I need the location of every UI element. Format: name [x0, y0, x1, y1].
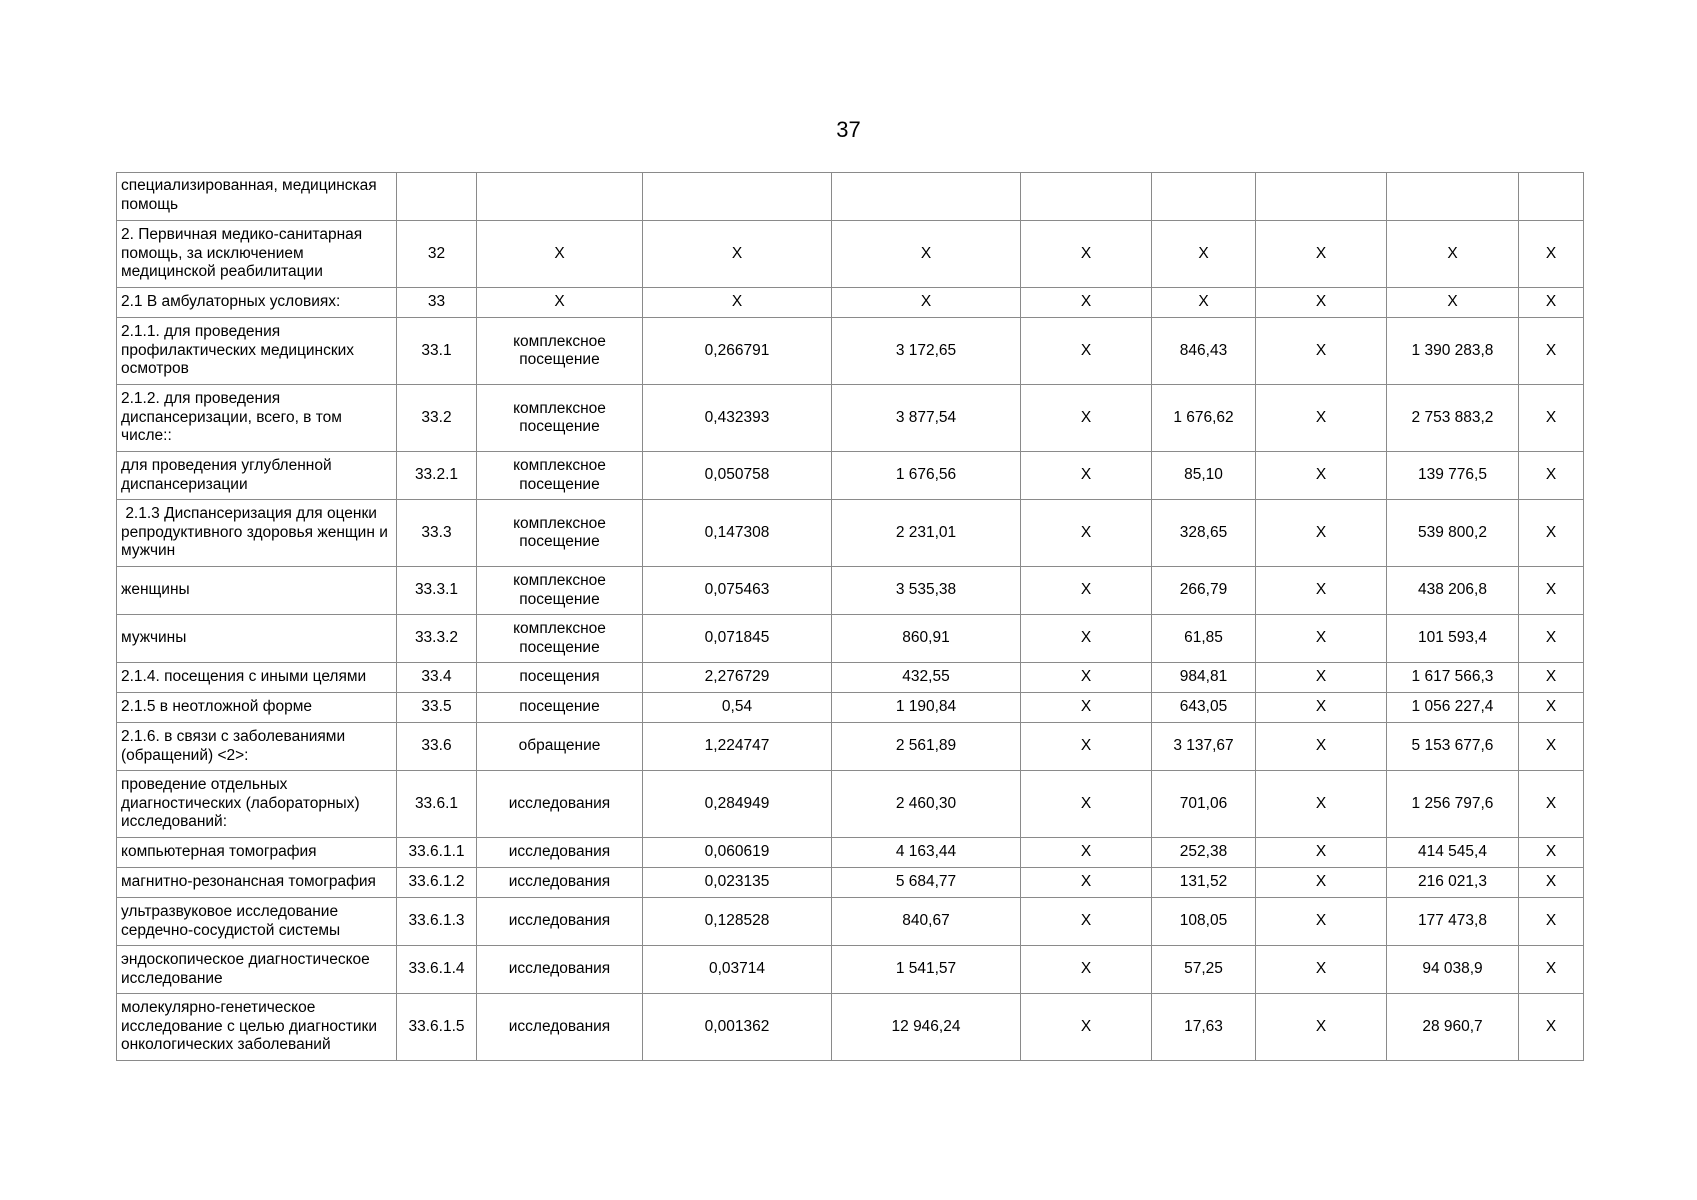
table-row [117, 994, 1584, 1061]
table-row [117, 723, 1584, 771]
row-code-cell: 32 [397, 221, 477, 288]
row-col7-cell: 131,52 [1152, 868, 1256, 898]
row-volume-cell [643, 173, 832, 221]
row-col9-cell: 1 056 227,4 [1387, 693, 1519, 723]
row-code-cell: 33.3.2 [397, 615, 477, 663]
row-name-cell: 2.1.1. для проведения профилактических медицинских осмотров [117, 318, 397, 385]
row-col10-cell: Х [1519, 994, 1584, 1061]
row-col10-cell [1519, 173, 1584, 221]
row-col7-cell: 846,43 [1152, 318, 1256, 385]
row-cost-cell: 2 561,89 [832, 723, 1021, 771]
row-col7-cell: 3 137,67 [1152, 723, 1256, 771]
row-cost-cell: 12 946,24 [832, 994, 1021, 1061]
table-row [117, 288, 1584, 318]
row-unit-cell: комплексное посещение [477, 615, 643, 663]
row-col8-cell [1256, 173, 1387, 221]
row-code-cell: 33.6.1.3 [397, 898, 477, 946]
row-unit-cell: исследования [477, 898, 643, 946]
row-col10-cell: Х [1519, 318, 1584, 385]
row-col6-cell: Х [1021, 771, 1152, 838]
row-col6-cell: Х [1021, 318, 1152, 385]
row-col6-cell: Х [1021, 452, 1152, 500]
row-cost-cell: 3 877,54 [832, 385, 1021, 452]
row-name-cell: эндоскопическое диагностическое исследование [117, 946, 397, 994]
row-volume-cell: 0,03714 [643, 946, 832, 994]
row-cost-cell: 1 541,57 [832, 946, 1021, 994]
row-name-cell: специализированная, медицинская помощь [117, 173, 397, 221]
row-code-cell: 33.6 [397, 723, 477, 771]
row-code-cell: 33.3 [397, 500, 477, 567]
row-cost-cell: Х [832, 221, 1021, 288]
row-unit-cell [477, 173, 643, 221]
row-name-cell: компьютерная томография [117, 838, 397, 868]
row-col9-cell: 101 593,4 [1387, 615, 1519, 663]
row-col6-cell: Х [1021, 385, 1152, 452]
row-col6-cell: Х [1021, 288, 1152, 318]
row-col9-cell [1387, 173, 1519, 221]
row-col7-cell: 61,85 [1152, 615, 1256, 663]
row-unit-cell: комплексное посещение [477, 452, 643, 500]
row-col10-cell: Х [1519, 500, 1584, 567]
row-col8-cell: Х [1256, 868, 1387, 898]
row-name-cell: 2.1.6. в связи с заболеваниями (обращений) <2>: [117, 723, 397, 771]
row-name-cell: 2.1 В амбулаторных условиях: [117, 288, 397, 318]
row-volume-cell: 0,001362 [643, 994, 832, 1061]
row-name-cell: для проведения углубленной диспансеризации [117, 452, 397, 500]
row-name-cell: 2.1.3 Диспансеризация для оценки репродуктивного здоровья женщин и мужчин [117, 500, 397, 567]
row-col7-cell: 328,65 [1152, 500, 1256, 567]
row-code-cell: 33.2 [397, 385, 477, 452]
row-col8-cell: Х [1256, 723, 1387, 771]
row-col7-cell: 108,05 [1152, 898, 1256, 946]
row-col6-cell: Х [1021, 567, 1152, 615]
row-cost-cell: Х [832, 288, 1021, 318]
row-volume-cell: 0,284949 [643, 771, 832, 838]
row-unit-cell: комплексное посещение [477, 500, 643, 567]
row-col9-cell: 1 256 797,6 [1387, 771, 1519, 838]
row-col6-cell: Х [1021, 693, 1152, 723]
table-row [117, 663, 1584, 693]
row-col9-cell: 414 545,4 [1387, 838, 1519, 868]
row-name-cell: 2.1.2. для проведения диспансеризации, всего, в том числе:: [117, 385, 397, 452]
row-unit-cell: Х [477, 221, 643, 288]
row-col10-cell: Х [1519, 898, 1584, 946]
row-unit-cell: исследования [477, 946, 643, 994]
row-code-cell: 33.6.1.1 [397, 838, 477, 868]
row-col9-cell: Х [1387, 288, 1519, 318]
row-col10-cell: Х [1519, 868, 1584, 898]
row-code-cell: 33.1 [397, 318, 477, 385]
row-cost-cell: 1 190,84 [832, 693, 1021, 723]
row-code-cell: 33.3.1 [397, 567, 477, 615]
row-name-cell: 2.1.5 в неотложной форме [117, 693, 397, 723]
table-row [117, 500, 1584, 567]
row-name-cell: 2.1.4. посещения с иными целями [117, 663, 397, 693]
row-code-cell: 33.6.1.5 [397, 994, 477, 1061]
row-col7-cell: 1 676,62 [1152, 385, 1256, 452]
row-col7-cell: 643,05 [1152, 693, 1256, 723]
row-col9-cell: 216 021,3 [1387, 868, 1519, 898]
table-row [117, 221, 1584, 288]
row-unit-cell: посещения [477, 663, 643, 693]
row-unit-cell: комплексное посещение [477, 318, 643, 385]
row-col7-cell: 57,25 [1152, 946, 1256, 994]
row-col7-cell: 701,06 [1152, 771, 1256, 838]
row-col9-cell: 1 390 283,8 [1387, 318, 1519, 385]
row-col9-cell: 177 473,8 [1387, 898, 1519, 946]
row-col10-cell: Х [1519, 663, 1584, 693]
row-cost-cell: 2 231,01 [832, 500, 1021, 567]
row-name-cell: проведение отдельных диагностических (лабораторных) исследований: [117, 771, 397, 838]
row-code-cell [397, 173, 477, 221]
row-volume-cell: 0,266791 [643, 318, 832, 385]
row-unit-cell: комплексное посещение [477, 385, 643, 452]
row-volume-cell: Х [643, 221, 832, 288]
row-col10-cell: Х [1519, 838, 1584, 868]
row-col9-cell: Х [1387, 221, 1519, 288]
row-col8-cell: Х [1256, 693, 1387, 723]
table-row [117, 898, 1584, 946]
row-col6-cell: Х [1021, 838, 1152, 868]
row-col8-cell: Х [1256, 838, 1387, 868]
row-code-cell: 33.6.1.2 [397, 868, 477, 898]
row-cost-cell: 432,55 [832, 663, 1021, 693]
row-name-cell: 2. Первичная медико-санитарная помощь, за исключением медицинской реабилитации [117, 221, 397, 288]
row-col9-cell: 438 206,8 [1387, 567, 1519, 615]
row-code-cell: 33.4 [397, 663, 477, 693]
row-col6-cell: Х [1021, 723, 1152, 771]
row-cost-cell: 5 684,77 [832, 868, 1021, 898]
row-code-cell: 33 [397, 288, 477, 318]
row-code-cell: 33.6.1 [397, 771, 477, 838]
row-volume-cell: 2,276729 [643, 663, 832, 693]
row-unit-cell: исследования [477, 994, 643, 1061]
row-col6-cell: Х [1021, 663, 1152, 693]
row-cost-cell: 840,67 [832, 898, 1021, 946]
table-row [117, 567, 1584, 615]
row-unit-cell: комплексное посещение [477, 567, 643, 615]
page-number: 37 [836, 117, 861, 142]
row-col7-cell [1152, 173, 1256, 221]
row-col10-cell: Х [1519, 615, 1584, 663]
row-unit-cell: исследования [477, 868, 643, 898]
table-row [117, 693, 1584, 723]
row-col10-cell: Х [1519, 946, 1584, 994]
row-col7-cell: Х [1152, 221, 1256, 288]
row-cost-cell: 4 163,44 [832, 838, 1021, 868]
row-volume-cell: 0,54 [643, 693, 832, 723]
row-col8-cell: Х [1256, 318, 1387, 385]
row-cost-cell [832, 173, 1021, 221]
row-volume-cell: Х [643, 288, 832, 318]
row-name-cell: женщины [117, 567, 397, 615]
row-name-cell: мужчины [117, 615, 397, 663]
table-row [117, 452, 1584, 500]
row-volume-cell: 0,071845 [643, 615, 832, 663]
row-col8-cell: Х [1256, 663, 1387, 693]
row-col6-cell: Х [1021, 898, 1152, 946]
row-col10-cell: Х [1519, 693, 1584, 723]
row-volume-cell: 0,075463 [643, 567, 832, 615]
row-col7-cell: 266,79 [1152, 567, 1256, 615]
data-table [116, 172, 1584, 1061]
row-col8-cell: Х [1256, 946, 1387, 994]
row-col8-cell: Х [1256, 994, 1387, 1061]
row-volume-cell: 0,147308 [643, 500, 832, 567]
row-col8-cell: Х [1256, 452, 1387, 500]
table-row [117, 946, 1584, 994]
row-col8-cell: Х [1256, 898, 1387, 946]
row-col6-cell: Х [1021, 221, 1152, 288]
row-cost-cell: 860,91 [832, 615, 1021, 663]
row-col10-cell: Х [1519, 771, 1584, 838]
row-col9-cell: 28 960,7 [1387, 994, 1519, 1061]
row-col8-cell: Х [1256, 385, 1387, 452]
row-unit-cell: исследования [477, 771, 643, 838]
row-col10-cell: Х [1519, 452, 1584, 500]
row-col8-cell: Х [1256, 500, 1387, 567]
row-col8-cell: Х [1256, 288, 1387, 318]
table-row [117, 771, 1584, 838]
row-col7-cell: 85,10 [1152, 452, 1256, 500]
row-col8-cell: Х [1256, 771, 1387, 838]
row-name-cell: молекулярно-генетическое исследование с целью диагностики онкологических заболеваний [117, 994, 397, 1061]
row-col6-cell [1021, 173, 1152, 221]
row-code-cell: 33.2.1 [397, 452, 477, 500]
row-unit-cell: исследования [477, 838, 643, 868]
row-col9-cell: 539 800,2 [1387, 500, 1519, 567]
row-col8-cell: Х [1256, 615, 1387, 663]
row-volume-cell: 0,050758 [643, 452, 832, 500]
row-unit-cell: посещение [477, 693, 643, 723]
row-col6-cell: Х [1021, 946, 1152, 994]
row-cost-cell: 3 535,38 [832, 567, 1021, 615]
table-row [117, 868, 1584, 898]
row-col7-cell: 984,81 [1152, 663, 1256, 693]
row-volume-cell: 1,224747 [643, 723, 832, 771]
row-col9-cell: 139 776,5 [1387, 452, 1519, 500]
row-cost-cell: 1 676,56 [832, 452, 1021, 500]
row-unit-cell: Х [477, 288, 643, 318]
table-row [117, 385, 1584, 452]
row-col6-cell: Х [1021, 994, 1152, 1061]
row-col9-cell: 2 753 883,2 [1387, 385, 1519, 452]
row-col10-cell: Х [1519, 221, 1584, 288]
row-volume-cell: 0,060619 [643, 838, 832, 868]
row-unit-cell: обращение [477, 723, 643, 771]
row-col7-cell: 252,38 [1152, 838, 1256, 868]
row-volume-cell: 0,432393 [643, 385, 832, 452]
row-col9-cell: 1 617 566,3 [1387, 663, 1519, 693]
row-col10-cell: Х [1519, 567, 1584, 615]
row-col8-cell: Х [1256, 567, 1387, 615]
row-col7-cell: 17,63 [1152, 994, 1256, 1061]
row-col7-cell: Х [1152, 288, 1256, 318]
row-col8-cell: Х [1256, 221, 1387, 288]
row-cost-cell: 2 460,30 [832, 771, 1021, 838]
row-col9-cell: 94 038,9 [1387, 946, 1519, 994]
row-col6-cell: Х [1021, 500, 1152, 567]
table-row [117, 318, 1584, 385]
row-code-cell: 33.5 [397, 693, 477, 723]
row-col10-cell: Х [1519, 385, 1584, 452]
row-volume-cell: 0,023135 [643, 868, 832, 898]
row-code-cell: 33.6.1.4 [397, 946, 477, 994]
table-row [117, 838, 1584, 868]
table-row [117, 615, 1584, 663]
row-cost-cell: 3 172,65 [832, 318, 1021, 385]
row-volume-cell: 0,128528 [643, 898, 832, 946]
table-row [117, 173, 1584, 221]
row-col10-cell: Х [1519, 288, 1584, 318]
row-col6-cell: Х [1021, 615, 1152, 663]
row-name-cell: ультразвуковое исследование сердечно-сосудистой системы [117, 898, 397, 946]
row-col10-cell: Х [1519, 723, 1584, 771]
row-col6-cell: Х [1021, 868, 1152, 898]
row-name-cell: магнитно-резонансная томография [117, 868, 397, 898]
row-col9-cell: 5 153 677,6 [1387, 723, 1519, 771]
